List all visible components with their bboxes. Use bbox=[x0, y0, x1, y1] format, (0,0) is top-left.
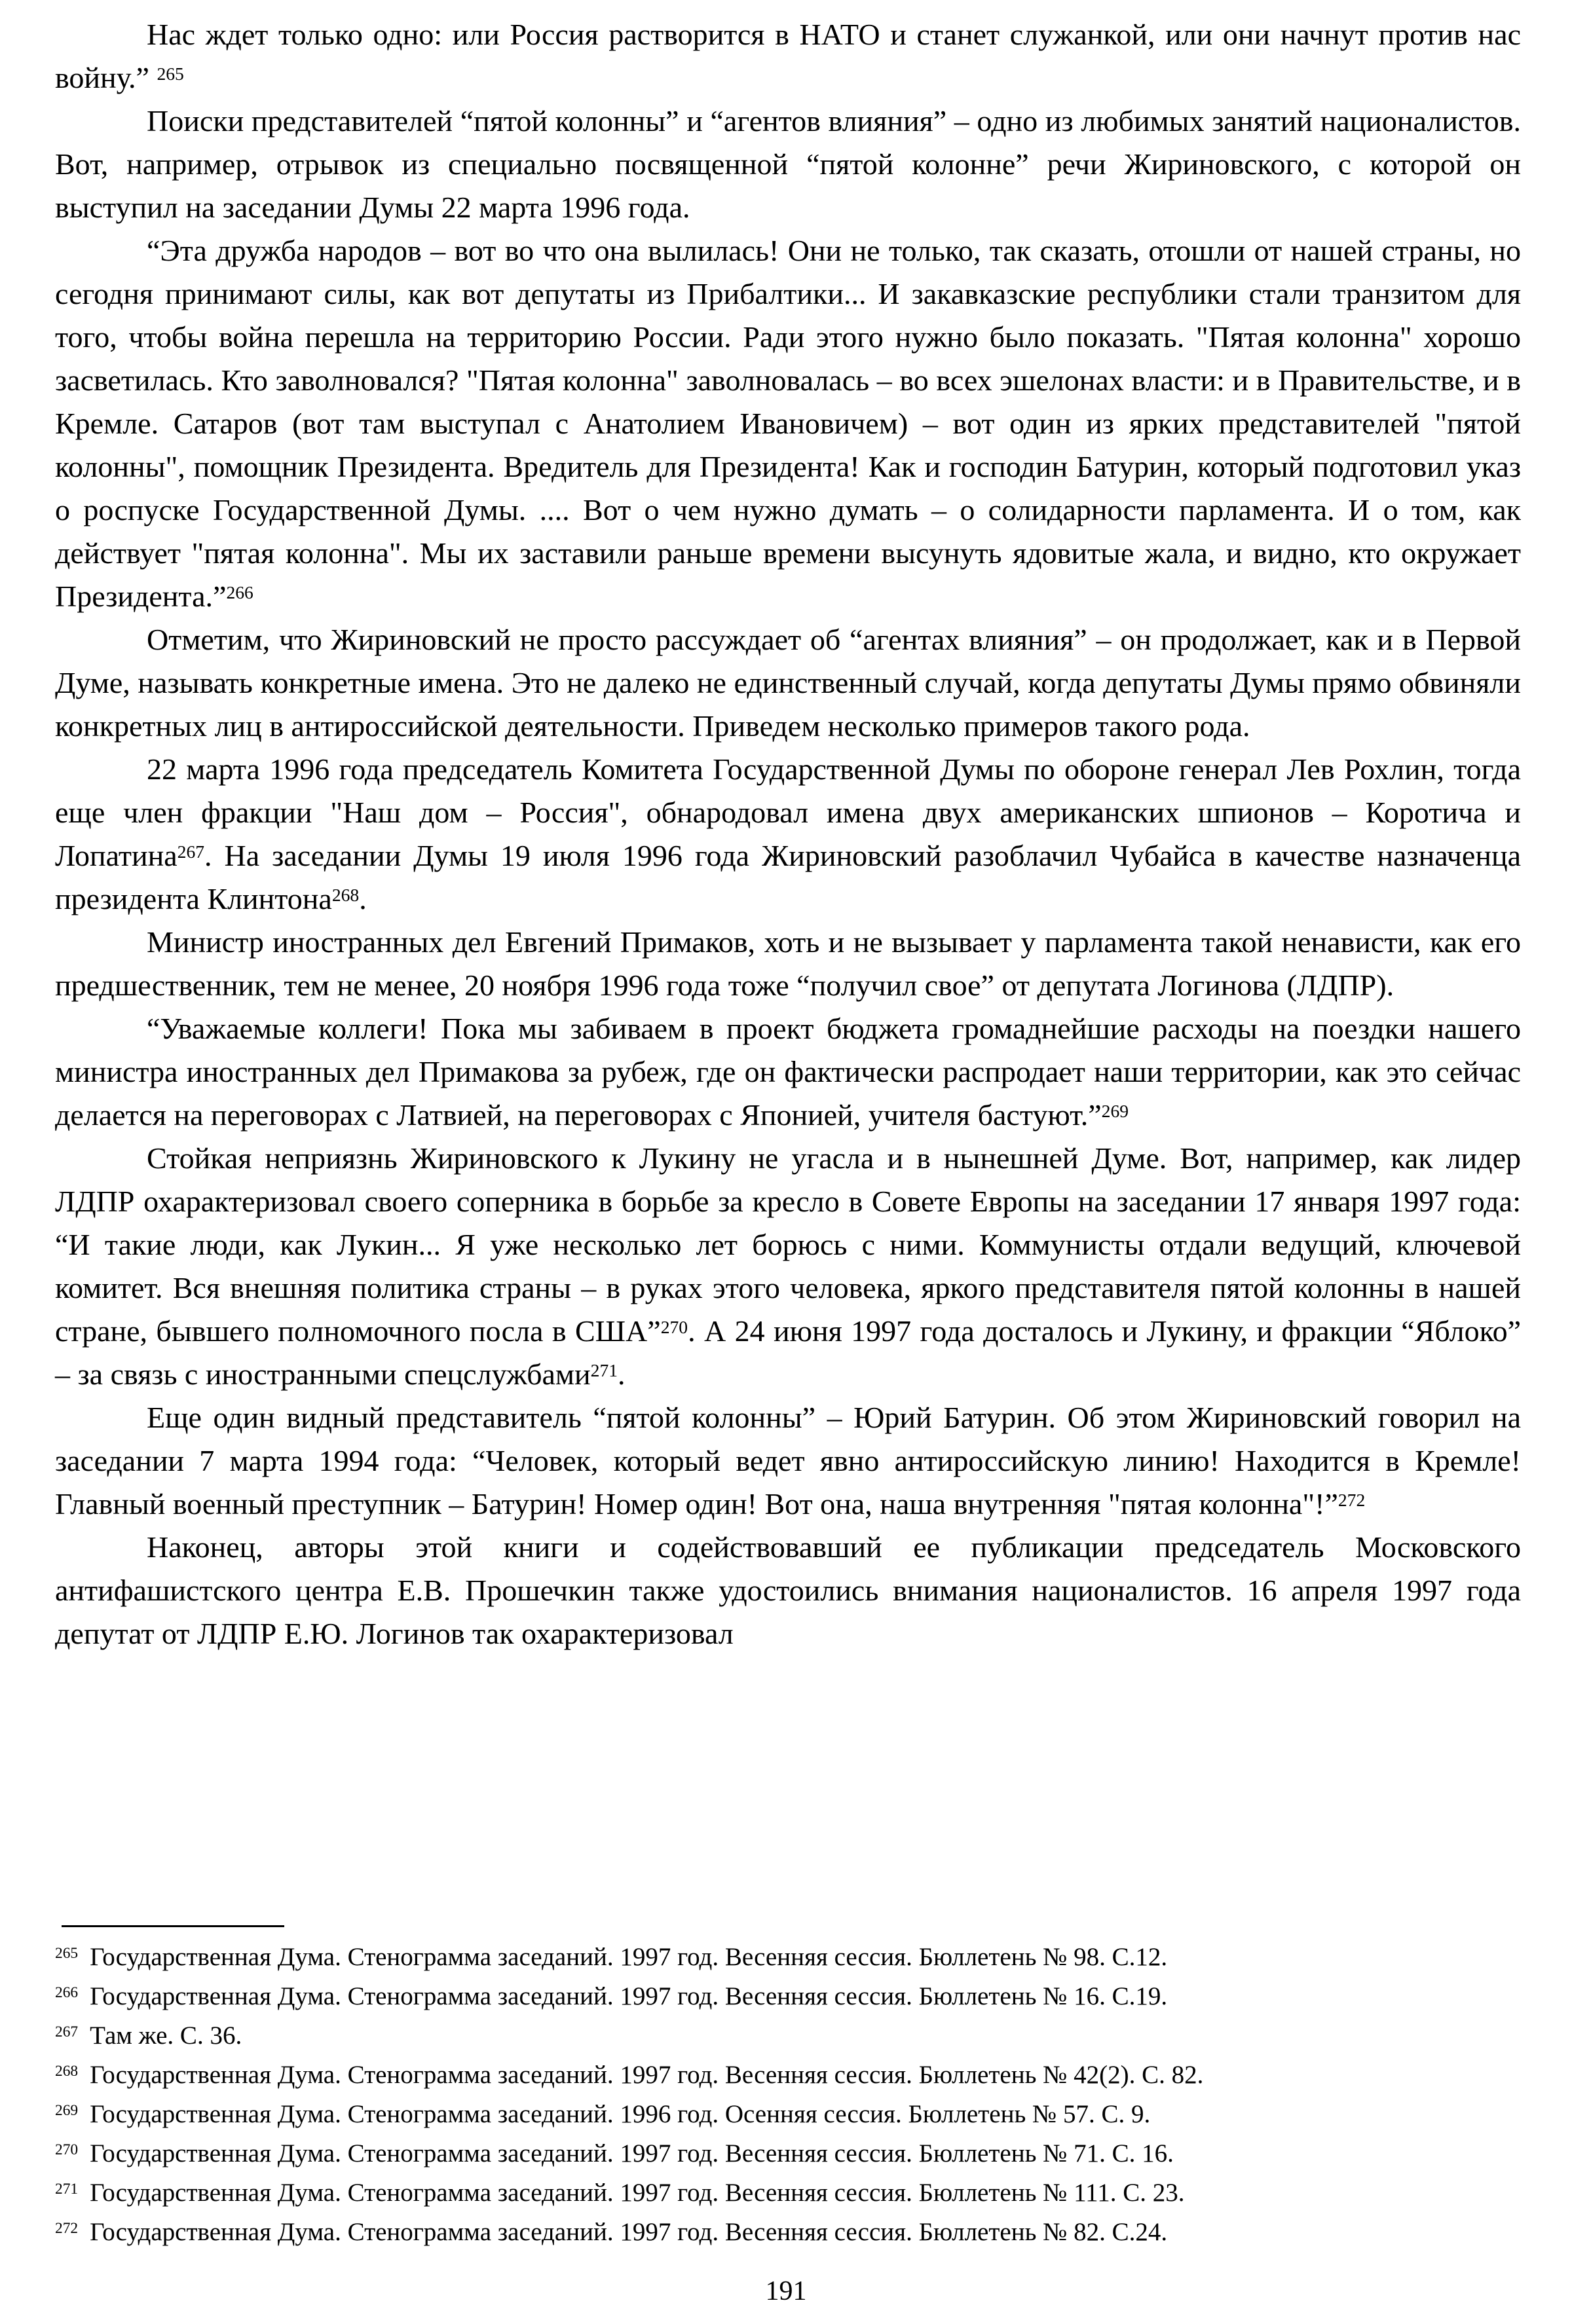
footnote-number: 265 bbox=[55, 1945, 79, 1963]
footnote-number: 269 bbox=[55, 2102, 79, 2120]
footnote-reference: 269 bbox=[1101, 1100, 1129, 1121]
text-run: Еще один видный представитель “пятой колонны” – Юрий Батурин. Об этом Жириновский говорил на заседании 7 марта 1994 года: “Человек, который ведет явно антироссийскую линию! Находится в Кремле! Главный военный преступник – Батурин! Номер один! Вот она, наша внутренняя "пятая колонна"!” bbox=[55, 1401, 1521, 1521]
footnote bbox=[55, 2056, 1521, 2095]
footnote-text: Государственная Дума. Стенограмма заседаний. 1997 год. Весенняя сессия. Бюллетень № 82. С.24. bbox=[90, 2218, 1168, 2246]
text-run: . bbox=[618, 1357, 626, 1391]
footnote-list bbox=[55, 1938, 1521, 2252]
footnote-text: Там же. С. 36. bbox=[90, 2021, 242, 2050]
footnote-reference: 272 bbox=[1338, 1489, 1366, 1510]
text-run: “Уважаемые коллеги! Пока мы забиваем в проект бюджета громаднейшие расходы на поездки нашего министра иностранных дел Примакова за рубеж, где он фактически распродает наши территории, как это сейчас делается на переговорах с Латвией, на переговорах с Японией, учителя бастуют.” bbox=[55, 1012, 1521, 1132]
footnote-separator bbox=[62, 1925, 284, 1927]
text-run: Нас ждет только одно: или Россия растворится в НАТО и станет служанкой, или они начнут против нас войну.” bbox=[55, 18, 1521, 94]
footnote-number: 270 bbox=[55, 2141, 79, 2159]
footnote-reference: 271 bbox=[590, 1359, 618, 1380]
footnote-number: 271 bbox=[55, 2181, 79, 2198]
text-run: . А 24 июня 1997 года досталось и Лукину, и фракции “Яблоко” – за связь с иностранными спецслужбами bbox=[55, 1314, 1522, 1391]
footnote bbox=[55, 2173, 1521, 2213]
footnote-number: 267 bbox=[55, 2023, 79, 2041]
footnote-text: Государственная Дума. Стенограмма заседаний. 1997 год. Весенняя сессия. Бюллетень № 16. С.19. bbox=[90, 1982, 1168, 2010]
footnote bbox=[55, 2095, 1521, 2134]
paragraph bbox=[55, 748, 1521, 921]
text-run: . На заседании Думы 19 июля 1996 года Жириновский разоблачил Чубайса в качестве назначенца президента Клинтона bbox=[55, 839, 1521, 915]
paragraph bbox=[55, 229, 1521, 618]
footnote-text: Государственная Дума. Стенограмма заседаний. 1997 год. Весенняя сессия. Бюллетень № 71. С. 16. bbox=[90, 2139, 1174, 2167]
footnote-text: Государственная Дума. Стенограмма заседаний. 1997 год. Весенняя сессия. Бюллетень № 111. С. 23. bbox=[90, 2179, 1185, 2207]
text-run: Отметим, что Жириновский не просто рассуждает об “агентах влияния” – он продолжает, как и в Первой Думе, называть конкретные имена. Это не далеко не единственный случай, когда депутаты Думы прямо обвиняли конкретных лиц в антироссийской деятельности. Приведем несколько примеров такого рода. bbox=[55, 623, 1521, 743]
paragraph bbox=[55, 100, 1521, 229]
text-run: . bbox=[359, 882, 367, 915]
paragraph bbox=[55, 1007, 1521, 1137]
paragraph bbox=[55, 1137, 1521, 1396]
main-text bbox=[55, 13, 1521, 1655]
footnote-number: 268 bbox=[55, 2063, 79, 2080]
footnote bbox=[55, 2016, 1521, 2056]
footnotes-section bbox=[55, 1925, 1521, 2252]
footnote-reference: 265 bbox=[157, 63, 184, 84]
footnote-reference: 267 bbox=[177, 841, 205, 862]
paragraph bbox=[55, 1396, 1521, 1526]
footnote-text: Государственная Дума. Стенограмма заседаний. 1996 год. Осенняя сессия. Бюллетень № 57. С. 9. bbox=[90, 2100, 1151, 2128]
footnote bbox=[55, 2134, 1521, 2173]
footnote-number: 266 bbox=[55, 1984, 79, 2002]
page-number: 191 bbox=[765, 2276, 807, 2306]
footnote bbox=[55, 2213, 1521, 2252]
footnote-text: Государственная Дума. Стенограмма заседаний. 1997 год. Весенняя сессия. Бюллетень № 42(2). С. 82. bbox=[90, 2061, 1204, 2089]
text-run: Наконец, авторы этой книги и содействовавший ее публикации председатель Московского антифашистского центра Е.В. Прошечкин также удостоились внимания националистов. 16 апреля 1997 года депутат от ЛДПР Е.Ю. Логинов так охарактеризовал bbox=[55, 1530, 1521, 1650]
footnote-reference: 270 bbox=[660, 1316, 688, 1337]
paragraph bbox=[55, 13, 1521, 100]
footnote-reference: 268 bbox=[331, 884, 360, 905]
footnote-text: Государственная Дума. Стенограмма заседаний. 1997 год. Весенняя сессия. Бюллетень № 98. С.12. bbox=[90, 1943, 1168, 1971]
paragraph bbox=[55, 921, 1521, 1007]
paragraph bbox=[55, 618, 1521, 748]
text-run: Стойкая неприязнь Жириновского к Лукину не угасла и в нынешней Думе. Вот, например, как лидер ЛДПР охарактеризовал своего соперника в борьбе за кресло в Совете Европы на заседании 17 января 1997 года: “И такие люди, как Лукин... Я уже несколько лет борюсь с ними. Коммунисты отдали ведущий, ключевой комитет. Вся внешняя политика страны – в руках этого человека, яркого представителя пятой колонны в нашей стране, бывшего полномочного посла в США” bbox=[55, 1141, 1521, 1348]
text-run: “Эта дружба народов – вот во что она вылилась! Они не только, так сказать, отошли от нашей страны, но сегодня принимают силы, как вот депутаты из Прибалтики... И закавказские республики стали транзитом для того, чтобы война перешла на территорию России. Ради этого нужно было показать. "Пятая колонна" хорошо засветилась. Кто заволновался? "Пятая колонна" заволновалась – во всех эшелонах власти: и в Правительстве, и в Кремле. Сатаров (вот там выступал с Анатолием Ивановичем) – вот один из ярких представителей "пятой колонны", помощник Президента. Вредитель для Президента! Как и господин Батурин, который подготовил указ о роспуске Государственной Думы. .... Вот о чем нужно думать – о солидарности парламента. И о том, как действует "пятая колонна". Мы их заставили раньше времени высунуть ядовитые жала, и видно, кто окружает Президента.” bbox=[55, 234, 1521, 613]
text-run: Министр иностранных дел Евгений Примаков, хоть и не вызывает у парламента такой ненависти, как его предшественник, тем не менее, 20 ноября 1996 года тоже “получил свое” от депутата Логинова (ЛДПР). bbox=[55, 925, 1521, 1002]
text-run: Поиски представителей “пятой колонны” и “агентов влияния” – одно из любимых занятий националистов. Вот, например, отрывок из специально посвященной “пятой колонне” речи Жириновского, с которой он выступил на заседании Думы 22 марта 1996 года. bbox=[55, 104, 1521, 224]
paragraph bbox=[55, 1526, 1521, 1655]
text-run: 22 марта 1996 года председатель Комитета Государственной Думы по обороне генерал Лев Рохлин, тогда еще член фракции "Наш дом – Россия", обнародовал имена двух американских шпионов – Коротича и Лопатина bbox=[55, 752, 1521, 872]
footnote-number: 272 bbox=[55, 2220, 79, 2238]
footnote bbox=[55, 1977, 1521, 2016]
footnote bbox=[55, 1938, 1521, 1977]
footnote-reference: 266 bbox=[226, 581, 253, 602]
